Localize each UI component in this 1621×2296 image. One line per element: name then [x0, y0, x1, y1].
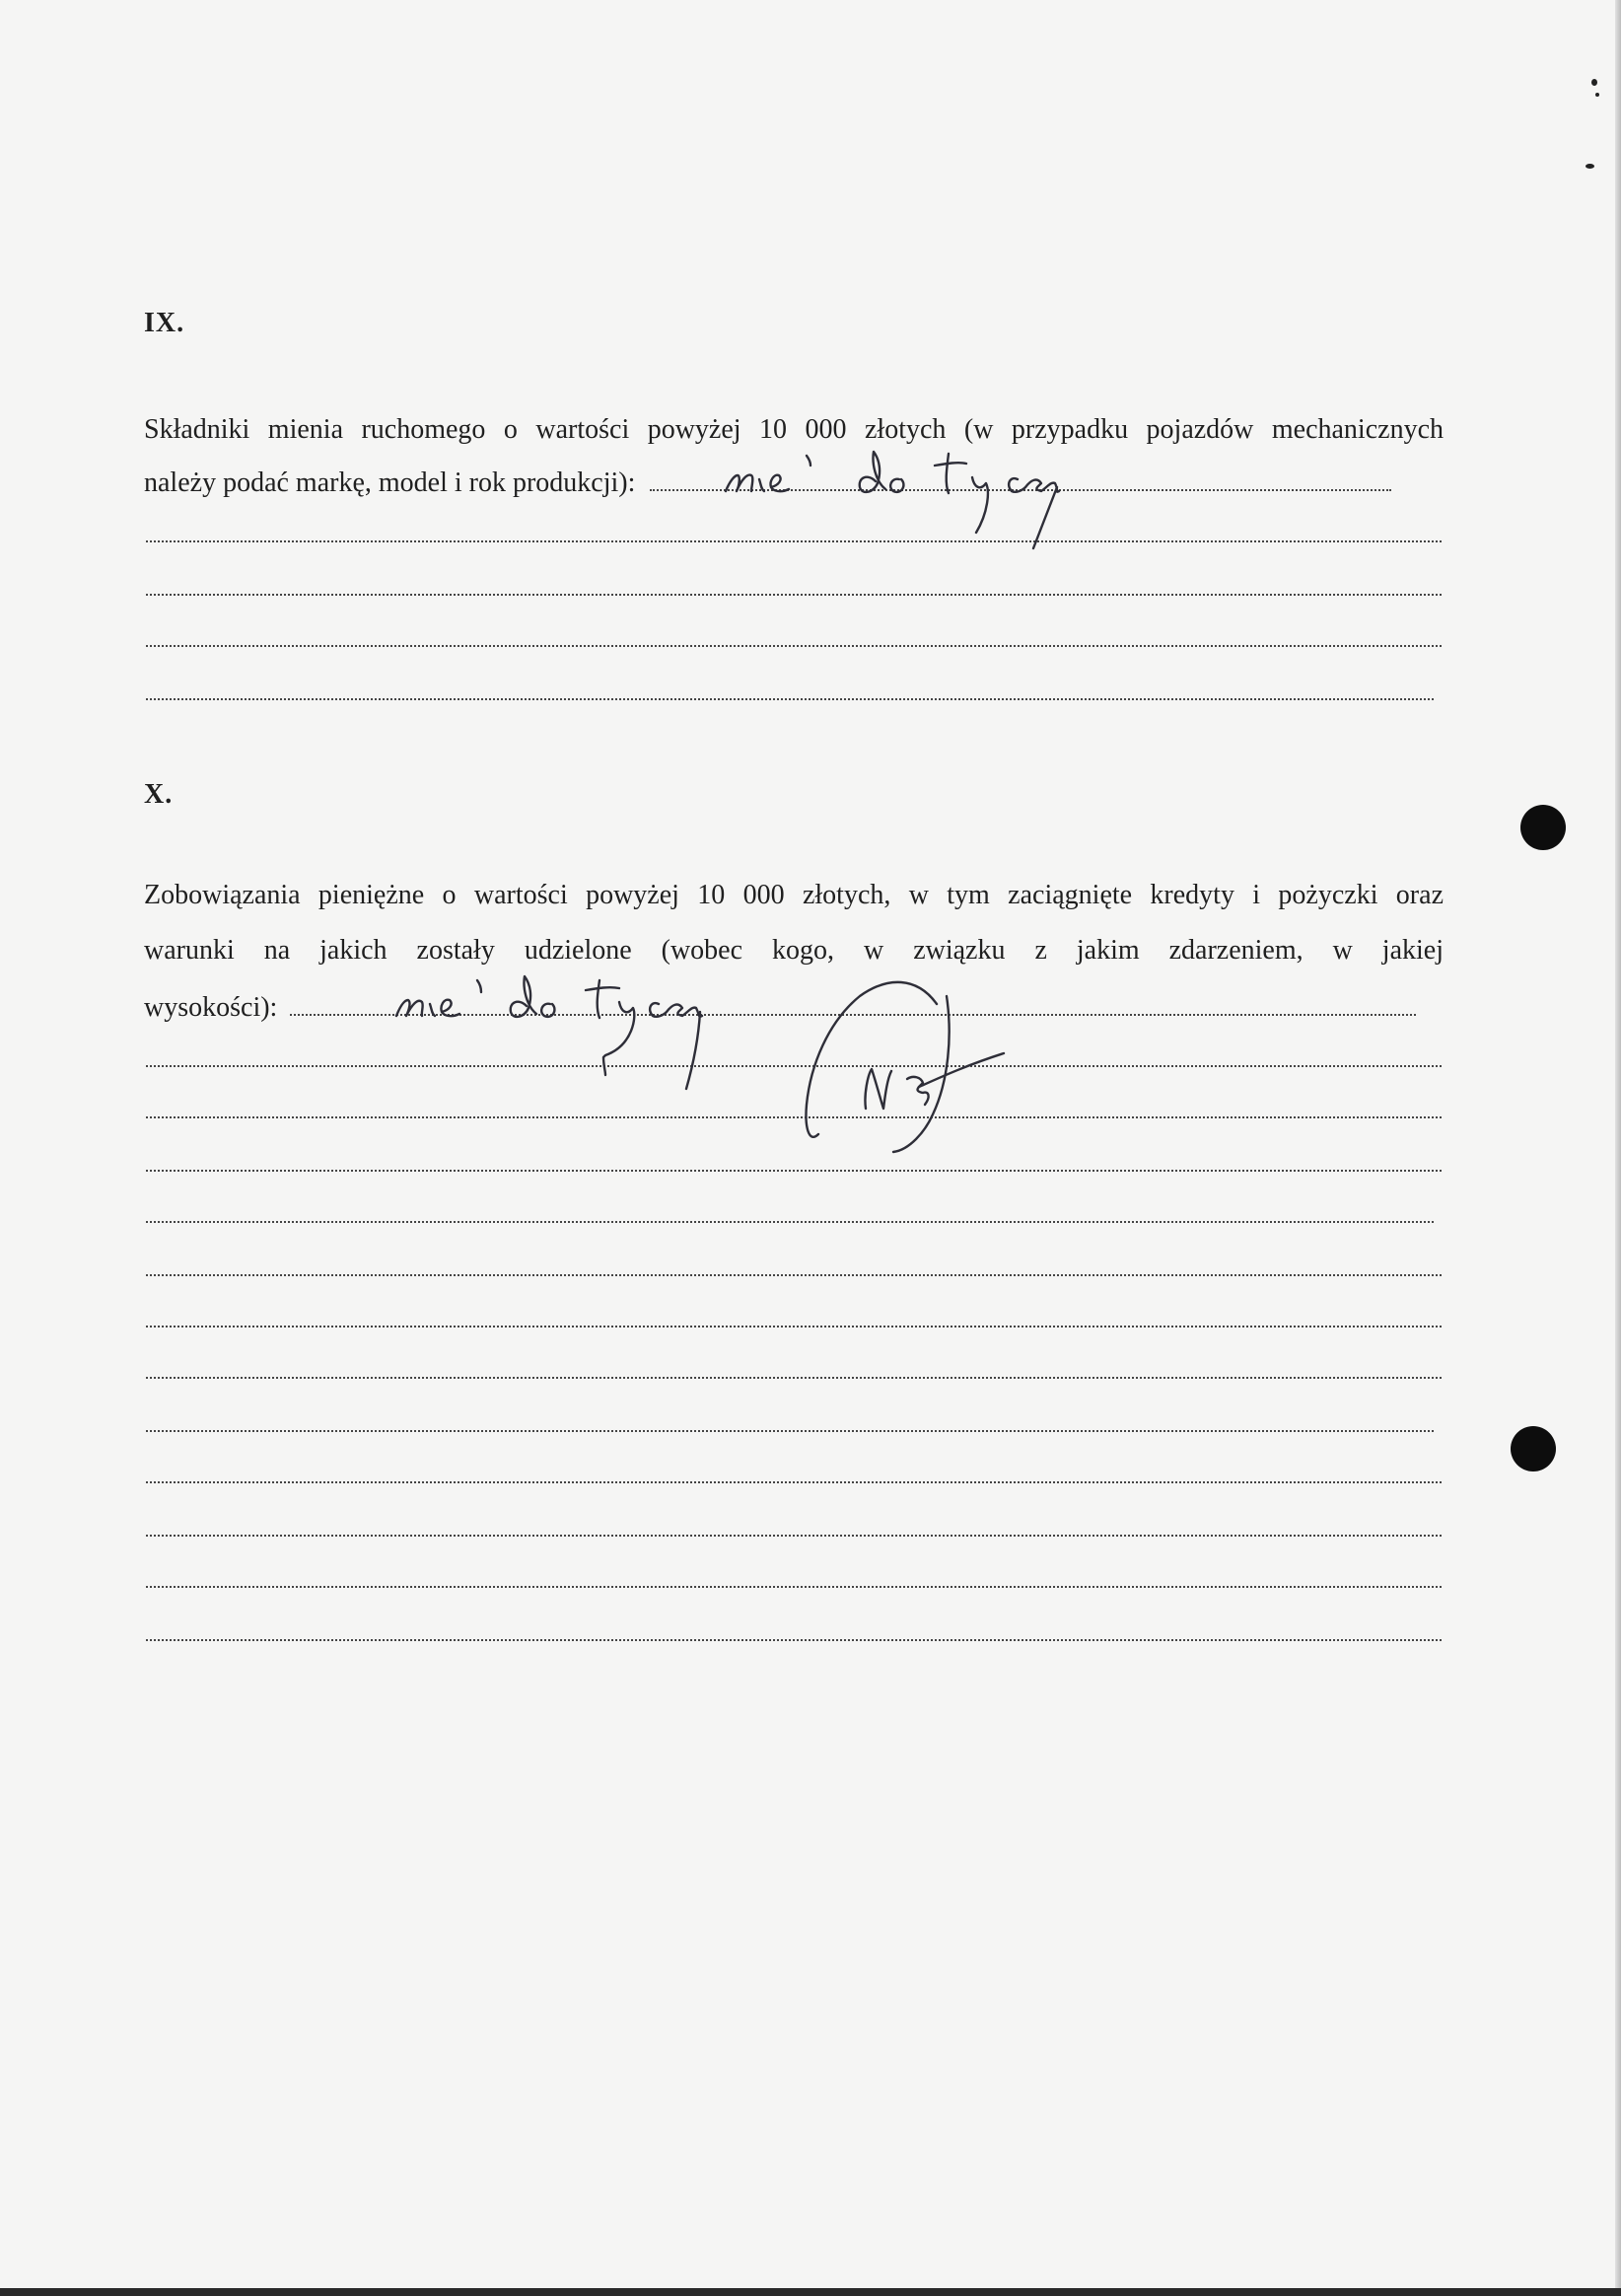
section-x-text-line-3-label: wysokości):	[144, 992, 278, 1023]
section-ix-text-line-1: Składniki mienia ruchomego o wartości powyżej 10 000 złotych (w przypadku pojazdów mechanicznych	[144, 414, 1444, 445]
section-x-text-line-1: Zobowiązania pieniężne o wartości powyżej 10 000 złotych, w tym zaciągnięte kredyty i pożyczki oraz	[144, 880, 1444, 910]
section-x-text-line-2: warunki na jakich zostały udzielone (wobec kogo, w związku z jakim zdarzeniem, w jakiej	[144, 935, 1444, 966]
section-ix-text-line-2-label: należy podać markę, model i rok produkcji):	[144, 467, 636, 498]
section-x-heading: X.	[144, 779, 174, 810]
section-ix-heading: IX.	[144, 308, 185, 338]
